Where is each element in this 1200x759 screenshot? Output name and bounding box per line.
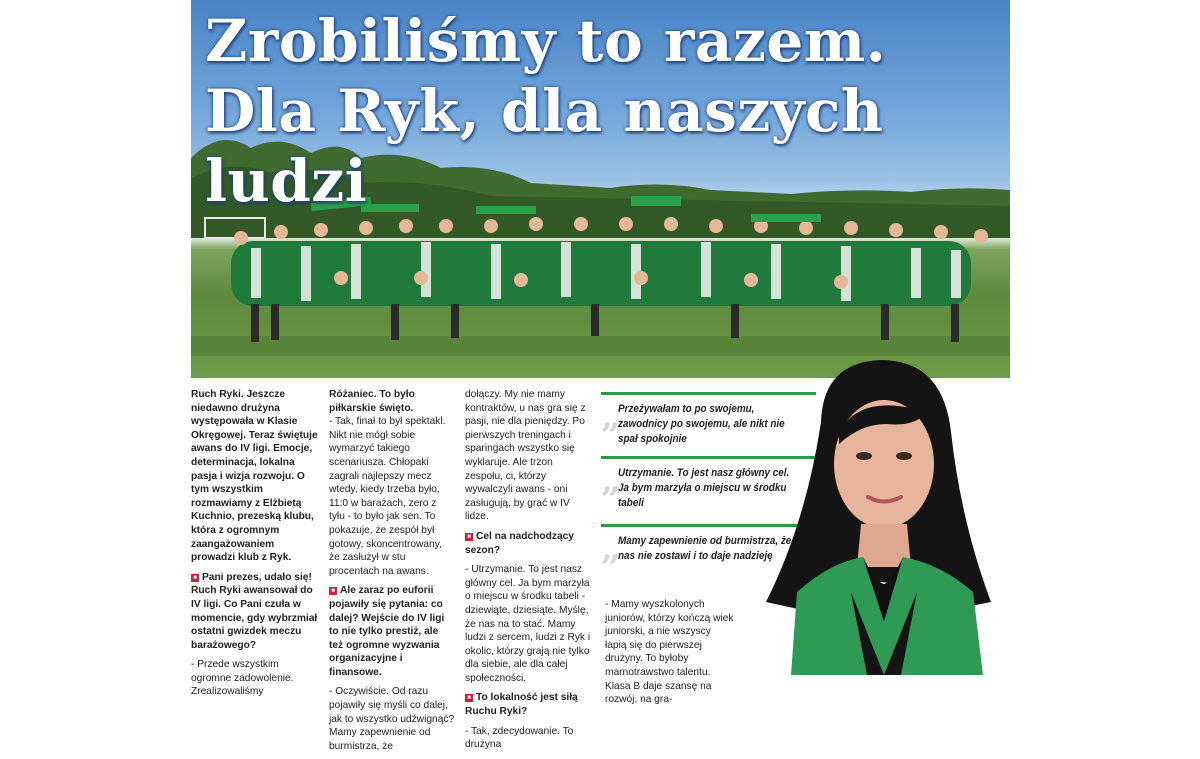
headline-line-1: Zrobiliśmy to razem. bbox=[205, 7, 887, 75]
question-marker-icon: ■ bbox=[191, 574, 199, 582]
question-2 bbox=[329, 584, 455, 679]
quote-mark-icon: „ bbox=[601, 529, 621, 569]
answer-3: - Utrzymanie. To jest nasz główny cel. Ja bym marzyła o miejscu w środku tabeli - dziewiąte, dziesiąte. Myślę, że nas na to stać. Mamy ludzi z sercem, ludzi z Ryk i okolic, którzy grają nie tylko dla siebie, ale dla całej społeczności. bbox=[465, 564, 591, 684]
answer-2-continued: dołączy. My nie mamy kontraktów, u nas gra się z pasji, nie dla pieniędzy. Po pierwszych treningach i sparingach wszystko się wyklaruje. Ale trzon zespołu, ci, którzy wywalczyli awans - oni zasługują, by grać w IV lidze. bbox=[465, 389, 586, 523]
pull-quote-1-text: Przeżywałam to po swojemu, zawodnicy po swojemu, ale nikt nie spał spokojnie bbox=[618, 403, 785, 445]
team-photo bbox=[191, 0, 1010, 378]
pull-quote-3-text: Mamy zapewnienie od burmistrza, że nas nie zostawi i to daje nadzieję bbox=[618, 535, 792, 562]
question-4 bbox=[465, 691, 593, 718]
answer-1-continued-bold: Różaniec. To było piłkarskie święto. bbox=[329, 389, 415, 414]
answer-1: - Przede wszystkim ogromne zadowolenie. Zrealizowaliśmy bbox=[191, 659, 294, 698]
quote-mark-icon: „ bbox=[601, 397, 621, 437]
question-marker-icon: ■ bbox=[329, 587, 337, 595]
article-headline bbox=[205, 6, 1005, 216]
answer-1-continued bbox=[329, 388, 455, 578]
text-column-3 bbox=[465, 388, 593, 758]
question-1 bbox=[191, 571, 319, 653]
pull-quote-2-text: Utrzymanie. To jest nasz główny cel. Ja bym marzyła o miejscu w środku tabeli bbox=[618, 467, 790, 509]
question-marker-icon: ■ bbox=[465, 533, 473, 541]
text-column-2 bbox=[329, 388, 455, 759]
question-3-text: Cel na nadchodzący sezon? bbox=[465, 530, 574, 556]
question-4-text: To lokalność jest siłą Ruchu Ryki? bbox=[465, 692, 578, 718]
question-3 bbox=[465, 530, 593, 557]
newspaper-page bbox=[191, 0, 1010, 752]
question-1-text: Pani prezes, udało się! Ruch Ryki awansował do IV ligi. Co Pani czuła w momencie, gdy wybrzmiał ostatni gwizdek meczu barażowego? bbox=[191, 571, 318, 651]
answer-2: - Oczywiście. Od razu pojawiły się myśli co dalej, jak to wszystko udźwignąć? Mamy zapewnienie od burmistrza, że bbox=[329, 686, 455, 752]
text-column-1 bbox=[191, 388, 319, 705]
answer-1-continued-text: - Tak, finał to był spektakl. Nikt nie mógł sobie wymarzyć takiego scenariusza. Chłopaki zagrali najlepszy mecz wtedy, kiedy trzeba było. 11:0 w barażach, zero z tyłu - to było jak sen. To pokazuje, że zespół był gotowy, skoncentrowany, że zasłużył w stu procentach na awans. bbox=[329, 416, 446, 577]
question-marker-icon: ■ bbox=[465, 694, 473, 702]
answer-5: - Mamy wyszkolonych juniorów, którzy kończą wiek juniorski, a nie wszyscy łapią się do pierwszej drużyny. To byłoby marnotrawstwo talentu. Klasa B daje szansę na rozwój, na gra- bbox=[605, 599, 734, 706]
headline-line-2: Dla Ryk, dla naszych ludzi bbox=[205, 77, 884, 215]
quote-mark-icon: „ bbox=[601, 461, 621, 501]
answer-4: - Tak, zdecydowanie. To drużyna bbox=[465, 725, 574, 751]
question-2-text: Ale zaraz po euforii pojawiły się pytania: co dalej? Wejście do IV ligi to nie tylko prestiż, ale też ogromne wyzwania organizacyjne i finansowe. bbox=[329, 585, 445, 678]
article-lead: Ruch Ryki. Jeszcze niedawno drużyna występowała w Klasie Okręgowej. Teraz świętuje awans do IV ligi. Emocje, determinacja, lokalna pasja i wizja rozwoju. O tym wszystkim rozmawiamy z Elżbietą Kuchnio, prezeską klubu, która z ogromnym zaangażowaniem prowadzi klub z Ryk. bbox=[191, 389, 318, 564]
portrait-photo bbox=[751, 352, 1010, 675]
